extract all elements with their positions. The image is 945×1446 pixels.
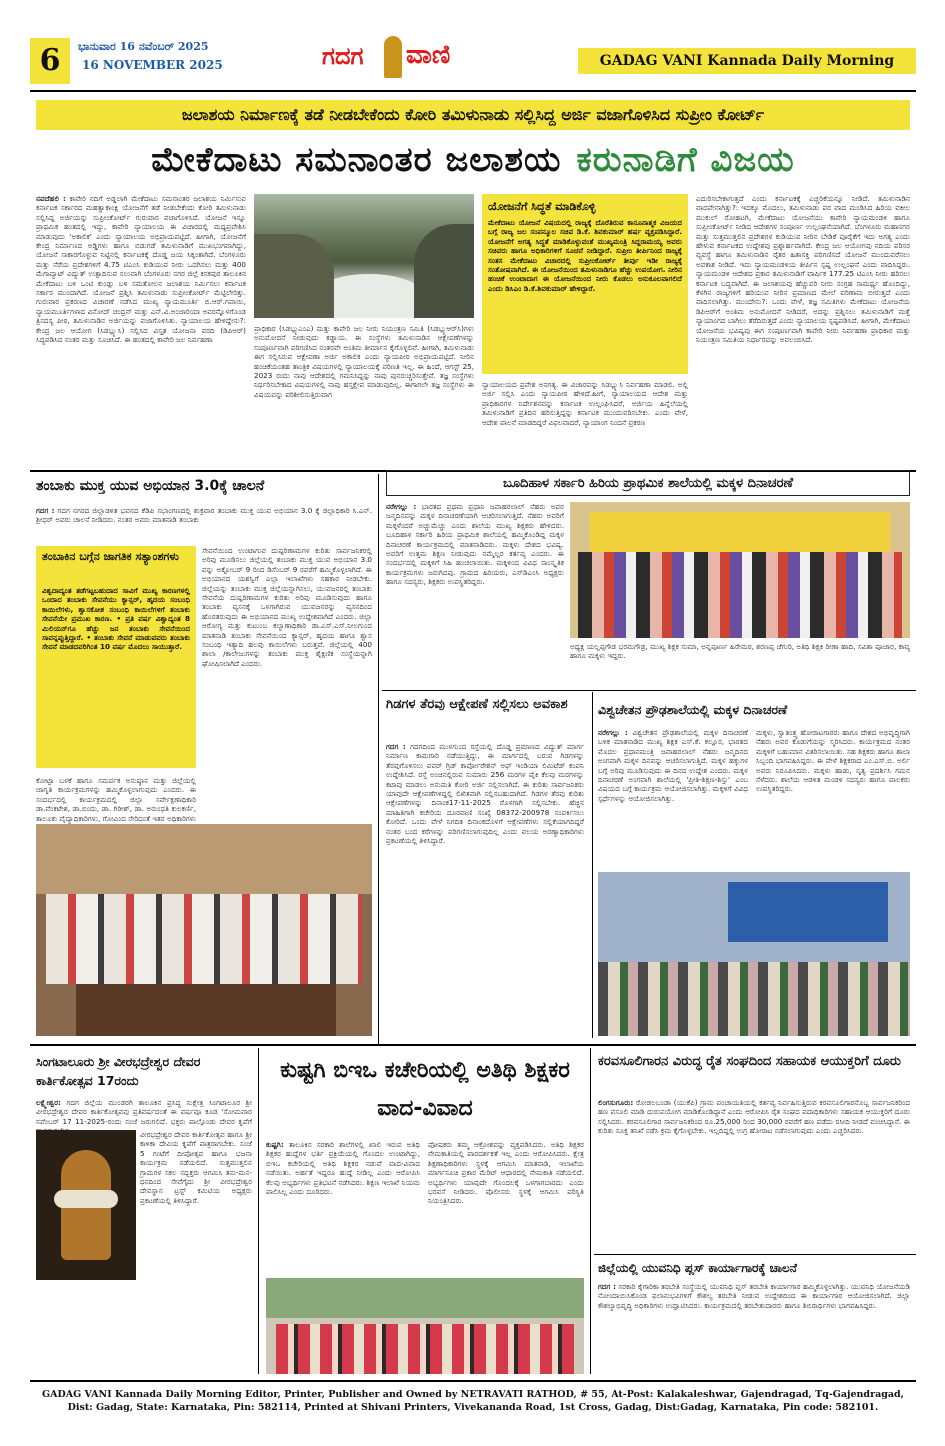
page-number: 6: [30, 38, 70, 84]
kushtagi-col2: ಪೋಷಕರು ತಮ್ಮ ಆಕ್ರೋಶವನ್ನು ವ್ಯಕ್ತಪಡಿಸಿದರು. ಅತಿಥಿ ಶಿಕ್ಷಕರ ನೇಮಕಾತಿಯಲ್ಲಿ ಪಾರದರ್ಶಕತೆ ಇಲ್ಲ ಎಂದು ಆರೋಪಿಸಿದರು. ಕ್ಷೇತ್ರ ಶಿಕ್ಷಣಾಧಿಕಾರಿಗಳು ಸ್ಥಳಕ್ಕೆ ಆಗಮಿಸಿ ಮಾತನಾಡಿ, ಇಲಾಖೆಯ ಮಾರ್ಗಸೂಚಿ ಪ್ರಕಾರ ಮೆರಿಟ್ ಆಧಾರದಲ್ಲಿ ನೇಮಕಾತಿ ನಡೆಯಲಿದೆ. ಅಭ್ಯರ್ಥಿಗಳು ಯಾವುದೇ ಗೊಂದಲಕ್ಕೆ ಒಳಗಾಗಬಾರದು ಎಂದು ಭರವಸೆ ನೀಡಿದರು. ಪೊಲೀಸರು ಸ್ಥಳಕ್ಕೆ ಆಗಮಿಸಿ ಪರಿಸ್ಥಿತಿ ನಿಯಂತ್ರಿಸಿದರು.: [428, 1140, 584, 1206]
kushtagi-col1-text: ತಾಲೂಕಿನ ಸರಕಾರಿ ಶಾಲೆಗಳಲ್ಲಿ ಖಾಲಿ ಇರುವ ಅತಿಥಿ ಶಿಕ್ಷಕರ ಹುದ್ದೆಗಳ ಭರ್ತಿ ಪ್ರಕ್ರಿಯೆಯಲ್ಲಿ ಗೊಂದಲ ಉಂಟಾಗಿದ್ದು, ಬಿಇಒ ಕಚೇರಿಯಲ್ಲಿ ಅತಿಥಿ ಶಿಕ್ಷಕರ ನಡುವೆ ವಾದ-ವಿವಾದ ನಡೆಯಿತು. ಅರ್ಹತೆ ಇದ್ದರೂ ಹುದ್ದೆ ನೀಡಿಲ್ಲ ಎಂದು ಆರೋಪಿಸಿ ಕೆಲವು ಅಭ್ಯರ್ಥಿಗಳು ಪ್ರತಿಭಟನೆ ನಡೆಸಿದರು. ಶಿಕ್ಷಣ ಇಲಾಖೆ ನಿಯಮ ಪಾಲಿಸಿಲ್ಲ ಎಂದು ದೂರಿದರು.: [266, 1140, 420, 1197]
karavasooli-headline: ಕರವಸೂಲಿಗಾರನ ವಿರುದ್ಧ ರೈತ ಸಂಘದಿಂದ ಸಹಾಯಕ ಆಯುಕ್ತರಿಗೆ ದೂರು: [598, 1054, 901, 1069]
photo-people-shape: [46, 894, 362, 984]
photo-wall-shape: [36, 824, 372, 894]
footer-rule: [30, 1380, 916, 1382]
tobacco-facts-box: [36, 546, 196, 768]
photo-audience-shape: [598, 962, 910, 1036]
lead-headline-black: ಮೇಕೆದಾಟು ಸಮನಾಂತರ ಜಲಾಶಯ: [151, 140, 562, 180]
lead-col4: ಎದುರಿಸಬೇಕಾಗುತ್ತದೆ ಎಂದು ಕರ್ನಾಟಕಕ್ಕೆ ಎಚ್ಚರಿಕೆಯನ್ನೂ ನೀಡಿದೆ. ತಮಿಳುನಾಡಿನ ವಾದವೇನಾಗಿತ್ತು?: ಇದಕ್ಕೂ ಮೊದಲು, ತಮಿಳುನಾಡು ಪರ ವಾದ ಮಂಡಿಸಿದ ಹಿರಿಯ ವಕೀಲ ಮುಕುಲ್ ರೋಹಟಗಿ, ಮೇಕೆದಾಟು ಯೋಜನೆಯು ಕಾವೇರಿ ನ್ಯಾಯಮಂಡಳಿ ಹಾಗೂ ಸುಪ್ರೀಂಕೋರ್ಟ್ ನೀಡಿದ ಆದೇಶಗಳ ಸಂಪೂರ್ಣ ಉಲ್ಲಂಘನೆಯಾಗಿದೆ. ಬೆಂಗಳೂರು ಮಹಾನಗರ ಮತ್ತು ಸುತ್ತಮುತ್ತಲಿನ ಪ್ರದೇಶಗಳ ಕುಡಿಯುವ ನೀರಿನ ಬೇಡಿಕೆ ಪೂರೈಕೆಗೆ ಇದು ಅಗತ್ಯ ಎಂದು ಹೇಳುವ ಕರ್ನಾಟಕದ ಉದ್ದೇಶವು ಪ್ರಶ್ನಾರ್ಹವಾಗಿದೆ. ಕೇಂದ್ರ ಜಲ ಆಯೋಗವು ನದಿಯ ಪರಿಸರ ವ್ಯವಸ್ಥೆ ಹಾಗೂ ತಮಿಳುನಾಡಿನ ರೈತರ ಹಿತಾಸಕ್ತಿ ಪರಿಗಣಿಸದೆ ಯೋಜನೆ ಮುಂದುವರೆಸಲು ಅವಕಾಶ ನೀಡಿದೆ. ಇದು ನ್ಯಾಯಮಂಡಳಿಯ ತೀರ್ಪಿನ ಸ್ಪಷ್ಟ ಉಲ್ಲಂಘನೆ ಎಂದು ವಾದಿಸಿದ್ದರು. ನ್ಯಾಯಮಂಡಳಿ ಆದೇಶದ ಪ್ರಕಾರ ತಮಿಳುನಾಡಿಗೆ ವಾರ್ಷಿಕ 177.25 ಟಿಎಂಸಿ ನೀರು ಹರಿಸಲು ಕರ್ನಾಟಕ ಬದ್ಧವಾಗಿದೆ. ಈ ಜಲಾಶಯವು ಹೆಚ್ಚುವರಿ ನೀರು ಸಂಗ್ರಹ ಸಾಮರ್ಥ್ಯ ಹೊಂದಿದ್ದು, ಕೆಳಗಿನ ರಾಜ್ಯಗಳಿಗೆ ಹರಿಯುವ ನೀರಿನ ಪ್ರಮಾಣದ ಮೇಲೆ ಪರಿಣಾಮ ಬೀರುತ್ತದೆ ಎಂದು ವಾದಿಸಲಾಗಿತ್ತು. ಮುಂದೇನು?: ಒಂದು ವೇಳೆ, ತಜ್ಞ ಸಮಿತಿಗಳು ಮೇಕೆದಾಟು ಯೋಜನೆಯ ಡಿಪಿಆರ್‌ಗೆ ಅಂತಿಮ ಅನುಮೋದನೆ ನೀಡಿದರೆ, ಅದನ್ನು ಪ್ರಶ್ನಿಸಲು ತಮಿಳುನಾಡಿಗೆ ಮತ್ತೆ ನ್ಯಾಯಾಂಗದ ಬಾಗಿಲು ತೆರೆದಿರುತ್ತದೆ ಎಂದು ನ್ಯಾಯಾಲಯ ಸ್ಪಷ್ಟಪಡಿಸಿದೆ. ಹೀಗಾಗಿ, ಮೇಕೆದಾಟು ಯೋಜನೆಯ ಭವಿಷ್ಯವು ಈಗ ಸಂಪೂರ್ಣವಾಗಿ ಕಾವೇರಿ ನೀರು ನಿರ್ವಹಣಾ ಪ್ರಾಧಿಕಾರ ಮತ್ತು ನಿಯಂತ್ರಣ ಸಮಿತಿಯ ನಿರ್ಧಾರವನ್ನು ಅವಲಂಬಿಸಿದೆ.: [696, 194, 910, 345]
masthead-rule: [30, 90, 916, 92]
date-kannada: ಭಾನುವಾರ 16 ನವೆಂಬರ್ 2025: [78, 40, 209, 53]
yuvanidhi-headline: ಜಿಲ್ಲೆಯಲ್ಲಿ ಯುವನಿಧಿ ಪ್ಲಸ್ ಕಾರ್ಯಾಗಾರಕ್ಕೆ ಚಾಲನೆ: [598, 1261, 797, 1275]
karavasooli-body-text: ರೋಡಲಬಂಡಾ (ಯುಕೆಪಿ) ಗ್ರಾಮ ಪಂಚಾಯತಿಯಲ್ಲಿ ಕರ್ತವ್ಯ ನಿರ್ವಹಿಸುತ್ತಿರುವ ಕರವಸೂಲಿಗಾರನೊಬ್ಬ ಸಾರ್ವಜನಿಕರಿಂದ ಹಣ ವಸೂಲಿ ಮಾಡಿ ದುರುಪಯೋಗ ಮಾಡಿಕೊಂಡಿದ್ದಾನೆ ಎಂದು ಆರೋಪಿಸಿ ರೈತ ಸಂಘದ ಪದಾಧಿಕಾರಿಗಳು ಸಹಾಯಕ ಆಯುಕ್ತರಿಗೆ ದೂರು ಸಲ್ಲಿಸಿದರು. ಕರವಸೂಲಿಗಾರ ಸಾರ್ವಜನಿಕರಿಂದ ರೂ.25,000 ರಿಂದ 30,000 ರವರೆಗೆ ಹಣ ಪಡೆದು ರಸೀದಿ ನೀಡದೆ ವಂಚಿಸಿದ್ದಾನೆ. ಈ ಕುರಿತು ಸೂಕ್ತ ತನಿಖೆ ನಡೆಸಿ ಕ್ರಮ ಕೈಗೊಳ್ಳಬೇಕು. ಇಲ್ಲದಿದ್ದಲ್ಲಿ ಉಗ್ರ ಹೋರಾಟ ನಡೆಸಲಾಗುವುದು ಎಂದು ಎಚ್ಚರಿಸಿದರು.: [598, 1098, 910, 1136]
cliff-right-shape: [414, 224, 474, 318]
singatalur-headline: ಸಿಂಗಟಾಲೂರು ಶ್ರೀ ವೀರಭದ್ರೇಶ್ವರ ದೇವರ ಕಾರ್ತಿಕೋತ್ಸವ 17ರಂದು: [36, 1054, 201, 1088]
paper-name: GADAG VANI Kannada Daily Morning: [578, 48, 916, 74]
tobacco-meeting-photo: [36, 824, 372, 1036]
tobacco-headline: ತಂಬಾಕು ಮುಕ್ತ ಯುವ ಅಭಿಯಾನ 3.0ಕ್ಕೆ ಚಾಲನೆ: [36, 478, 265, 494]
photo-building-shape: [266, 1278, 584, 1318]
photo-stage-shape: [728, 882, 888, 942]
tobacco-box-title: ತಂಬಾಕಿನ ಬಗ್ಗೆನ ಜಾಗತಿಕ ಸತ್ಯಾಂಶಗಳು: [42, 550, 179, 563]
deity-garland-shape: [54, 1190, 118, 1208]
logo-text-right: ವಾಣಿ: [406, 40, 451, 70]
kushtagi-headline: ಕುಷ್ಟಗಿ ಬಿಇಒ ಕಚೇರಿಯಲ್ಲಿ ಅತಿಥಿ ಶಿಕ್ಷಕರ ವಾದ-ವಿವಾದ: [280, 1058, 570, 1121]
budihal-caption: ಅಧ್ಯಕ್ಷ ಯಲ್ಲಪ್ಪಗೌಡ ಭರಮಗೌಡ್ರ, ಮುಖ್ಯ ಶಿಕ್ಷಕ ಸುಮಾ, ಅನ್ನಪೂರ್ಣ ಹಿರೇಮಠ, ಶರಣಪ್ಪ ಚೆಗುರಿ, ಅತಿಥಿ ಶಿಕ್ಷಕಿ ರೀಣಾ ಹಾದಿ, ಸವಿತಾ ಪೂಜಾರ, ಕಾವ್ಯ ಹಾಗೂ ಮಕ್ಕಳು ಇದ್ದರು.: [570, 642, 910, 661]
vishwachetana-dateline: ನರೇಗಲ್ಲು :: [598, 728, 628, 737]
singatalur-dateline: ಲಕ್ಷ್ಮೇಶ್ವರ:: [36, 1098, 61, 1107]
budihal-headline: ಬೂದಿಹಾಳ ಸರ್ಕಾರಿ ಹಿರಿಯ ಪ್ರಾಥಮಿಕ ಶಾಲೆಯಲ್ಲಿ ಮಕ್ಕಳ ದಿನಾಚರಣೆ: [386, 470, 910, 496]
lead-quote-box: [482, 194, 688, 374]
vishwachetana-col2: ಮಕ್ಕಳು, ಸ್ವಾತಂತ್ರ್ಯ ಹೋರಾಟಗಾರರು ಹಾಗೂ ದೇಶದ ಅಭಿವೃದ್ಧಿಗಾಗಿ ನೆಹರು ಅವರ ಕೊಡುಗೆಯನ್ನು ಸ್ಮರಿಸಿದರು. ಕಾರ್ಯಕ್ರಮದ ನಂತರ ಮಕ್ಕಳಿಗೆ ಬಹುಮಾನ ವಿತರಿಸಲಾಯಿತು. ಸಹ ಶಿಕ್ಷಕರು ಹಾಗೂ ಶಾಲಾ ಸಿಬ್ಬಂದಿ ಭಾಗವಹಿಸಿದ್ದರು. ಈ ವೇಳೆ ಶಿಕ್ಷಕರಾದ ಎಂ.ಎಸ್.ಬಿ. ಅರ್ಲಿ ಅವರು ನಿರೂಪಿಸಿದರು. ಮಕ್ಕಳು ಹಾಡು, ನೃತ್ಯ ಪ್ರದರ್ಶಿಸಿ ಗಮನ ಸೆಳೆದರು. ಶಾಲೆಯ ಆಡಳಿತ ಮಂಡಳಿ ಸದಸ್ಯರು ಹಾಗೂ ಪಾಲಕರು ಉಪಸ್ಥಿತರಿದ್ದರು.: [756, 728, 910, 794]
column-rule-left: [378, 474, 379, 1044]
temple-deity-photo: [36, 1130, 136, 1280]
quote-body: ಮೇಕೆದಾಟು ಯೋಜನೆ ವಿಷಯದಲ್ಲಿ ರಾಜ್ಯಕ್ಕೆ ದೊರೆತಿರುವ ಕಾನೂನಾತ್ಮಕ ವಿಜಯದ ಬಗ್ಗೆ ರಾಜ್ಯ ಜಲ ಸಂಪನ್ಮೂಲ ಸಚಿವ ಡಿ.ಕೆ. ಶಿವಕುಮಾರ್ ಹರ್ಷ ವ್ಯಕ್ತಪಡಿಸಿದ್ದಾರೆ. ಯೋಜನೆಗೆ ಅಗತ್ಯ ಸಿದ್ಧತೆ ಮಾಡಿಕೊಳ್ಳುವಂತೆ ಮುಖ್ಯಮಂತ್ರಿ ಸಿದ್ದರಾಮಯ್ಯ ಅವರು ಸಚಿವರು ಹಾಗೂ ಅಧಿಕಾರಿಗಳಿಗೆ ಸೂಚನೆ ನೀಡಿದ್ದಾರೆ. ಸುಪ್ರೀಂ ತೀರ್ಪಿನಿಂದ ರಾಜ್ಯಕ್ಕೆ ಸಂತಸ ಮೇಕೆದಾಟು ವಿಚಾರದಲ್ಲಿ ಸುಪ್ರೀಂಕೋರ್ಟ್ ತೀರ್ಪು ಇಡೀ ರಾಜ್ಯಕ್ಕೆ ಸಂತೋಷವಾಗಿದೆ. ಈ ಯೋಜನೆಯಿಂದ ತಮಿಳುನಾಡಿಗೂ ಹೆಚ್ಚು ಉಪಯೋಗ. ನೀರಿನ ಹಂಚಿಕೆ ಉಂಟಾದಾಗ ಈ ಯೋಜನೆಯಿಂದ ನೀರು ಕೊಡಲು ಅನುಕೂಲವಾಗಲಿದೆ ಎಂದು ಡಿಸಿಎಂ ಡಿ.ಕೆ.ಶಿವಕುಮಾರ್ ಹೇಳಿದ್ದಾರೆ.: [488, 218, 682, 293]
lead-col3-bottom: ನ್ಯಾಯಾಲಯದ ಪ್ರವೇಶ ಅನಗತ್ಯ. ಈ ವಿಚಾರವನ್ನು ಸಿಡಬ್ಲ್ಯುಸಿ ನಿರ್ವಹಣಾ ಮಾಡಲಿ. ಅಲ್ಲಿ ಅರ್ಜಿ ಸಲ್ಲಿಸಿ ಎಂದು ನ್ಯಾಯಪೀಠ ಹೇಳಿದೆ.ಹೀಗೆ, ನ್ಯಾಯಾಲಯದ ಆದೇಶ ಮತ್ತು ಪ್ರಾಧಿಕಾರಗಳ ನಿರ್ದೇಶನವನ್ನು ಕರ್ನಾಟಕ ಉಲ್ಲಂಘಿಸಿದರೆ, ಅರ್ಜಿಯ ಹಿನ್ನೆಲೆಯಲ್ಲಿ ತಮಿಳುನಾಡಿಗೆ ಪ್ರತಿದಿನ ಹರಿಸುತ್ತಿದ್ದನ್ನು ಕರ್ನಾಟಕ ಮುಂದುವರಿಸಬೇಕು. ಎಂದು ವೇಳೆ, ಆದೇಶ ಪಾಲನೆ ಮಾಡದಿದ್ದರೆ ವಿಫಲವಾದರೆ, ನ್ಯಾಯಾಂಗ ನಿಂದನೆ ಪ್ರಕರಣ: [482, 380, 688, 427]
date-english: 16 NOVEMBER 2025: [82, 58, 223, 72]
vishwachetana-headline: ವಿಶ್ವಚೇತನ ಪ್ರೌಢಶಾಲೆಯಲ್ಲಿ ಮಕ್ಕಳ ದಿನಾಚರಣೆ: [598, 702, 788, 717]
logo-text-left: ಗದಗ: [322, 42, 364, 70]
lead-dateline: ನವದೆಹಲಿ :: [36, 194, 66, 203]
tobacco-col2: ಸೇವನೆಯಿಂದ ಉಂಟಾಗುವ ದುಷ್ಪರಿಣಾಮಗಳ ಕುರಿತು ಸಾರ್ವಜನಿಕರಲ್ಲಿ ಅರಿವು ಮೂಡಿಸಲು ಜಿಲ್ಲೆಯಲ್ಲಿ ತಂಬಾಕು ಮುಕ್ತ ಯುವ ಅಭಿಯಾನ 3.0 ವನ್ನು ಅಕ್ಟೋಬರ್ 9 ರಿಂದ ಡಿಸೆಂಬರ್ 9 ರವರೆಗೆ ಹಮ್ಮಿಕೊಳ್ಳಲಾಗಿದೆ. ಈ ಅಭಿಯಾನದ ಯಶಸ್ವಿಗೆ ಎಲ್ಲಾ ಇಲಾಖೆಗಳು ಸಹಕಾರ ನೀಡಬೇಕು. ಜಿಲ್ಲೆಯನ್ನು ತಂಬಾಕು ಮುಕ್ತ ಜಿಲ್ಲೆಯನ್ನಾಗಿಸಲು, ಯುವಜನರಲ್ಲಿ ತಂಬಾಕು ಸೇವನೆಯ ದುಷ್ಪರಿಣಾಮಗಳ ಕುರಿತು ಅರಿವು ಮೂಡಿಸುವುದು ಹಾಗೂ ತಂಬಾಕು ವ್ಯಸನಕ್ಕೆ ಒಳಗಾಗಿರುವ ಯುವಜನರನ್ನು ವ್ಯಸನದಿಂದ ಹೊರತರುವುದು ಈ ಅಭಿಯಾನದ ಮುಖ್ಯ ಉದ್ದೇಶವಾಗಿದೆ ಎಂದರು. ಜಿಲ್ಲಾ ಆರೋಗ್ಯ ಮತ್ತು ಕುಟುಂಬ ಕಲ್ಯಾಣಾಧಿಕಾರಿ ಡಾ.ಎಸ್.ಎಸ್.ನೀಲಗುಂದ ಮಾತನಾಡಿ ತಂಬಾಕು ಸೇವನೆಯಿಂದ ಕ್ಯಾನ್ಸರ್, ಹೃದಯ ಹಾಗೂ ಶ್ವಾಸ ಸಂಬಂಧಿ ಇತ್ಯಾದಿ ಹಲವು ಕಾಯಿಲೆಗಳು ಬರುತ್ತವೆ. ಜಿಲ್ಲೆಯಲ್ಲಿ 400 ಶಾಲಾ /ಕಾಲೇಜುಗಳನ್ನು ತಂಬಾಕು ಮುಕ್ತ ಶೈಕ್ಷಣಿಕ ಸಂಸ್ಥೆಯನ್ನಾಗಿ ಘೋಷಿಸಲಾಗಿದೆ ಎಂದರು.: [202, 546, 372, 668]
yuvanidhi-body-text: ಸರಕಾರಿ ಕೈಗಾರಿಕಾ ತರಬೇತಿ ಸಂಸ್ಥೆಯಲ್ಲಿ ಯುವನಿಧಿ ಪ್ಲಸ್ ತರಬೇತಿ ಕಾರ್ಯಾಗಾರ ಹಮ್ಮಿಕೊಳ್ಳಲಾಗಿತ್ತು. ಯುವನಿಧಿ ಯೋಜನೆಯಡಿ ನೋಂದಾಯಿಸಿಕೊಂಡ ಫಲಾನುಭವಿಗಳಿಗೆ ಕೌಶಲ್ಯ ತರಬೇತಿ ನೀಡುವ ಉದ್ದೇಶದಿಂದ ಈ ಕಾರ್ಯಾಗಾರ ಆಯೋಜಿಸಲಾಗಿದೆ. ಜಿಲ್ಲಾ ಕೌಶಲ್ಯಾಭಿವೃದ್ಧಿ ಅಧಿಕಾರಿಗಳು ಉದ್ಘಾಟಿಸಿದರು. ಕಾರ್ಯಕ್ರಮದಲ್ಲಿ ತರಬೇತುದಾರರು ಹಾಗೂ ಶಿಬಿರಾರ್ಥಿಗಳು ಭಾಗವಹಿಸಿದ್ದರು.: [598, 1282, 910, 1310]
lead-kicker: ಜಲಾಶಯ ನಿರ್ಮಾಣಕ್ಕೆ ತಡೆ ನೀಡಬೇಕೆಂದು ಕೋರಿ ತಮಿಳುನಾಡು ಸಲ್ಲಿಸಿದ್ದ ಅರ್ಜಿ ವಜಾಗೊಳಿಸಿದ ಸುಪ್ರೀಂ ಕೋರ್ಟ್: [36, 100, 910, 130]
tobacco-box-body: ವಿಶ್ವದಾದ್ಯಂತ ತಡೆಗಟ್ಟಬಹುದಾದ ಸಾವಿಗೆ ಮುಖ್ಯ ಕಾರಣಗಳಲ್ಲಿ ಒಂದಾದ ತಂಬಾಕು ಸೇವನೆಯು ಕ್ಯಾನ್ಸರ್, ಹೃದಯ ಸಂಬಂಧಿ ಕಾಯಿಲೆಗಳು, ಶ್ವಾಸಕೋಶ ಸಂಬಂಧಿ ಕಾಯಿಲೆಗಳಿಗೆ ತಂಬಾಕು ಸೇವನೆಯೇ ಪ್ರಮುಖ ಕಾರಣ. • ಪ್ರತಿ ವರ್ಷ ವಿಶ್ವಾದ್ಯಂತ 8 ಮಿಲಿಯನ್‌ಗೂ ಹೆಚ್ಚು ಜನ ತಂಬಾಕು ಸೇವನೆಯಿಂದ ಸಾವನ್ನಪ್ಪುತ್ತಿದ್ದಾರೆ. • ತಂಬಾಕು ಸೇವನೆ ಮಾಡುವವರು ತಂಬಾಕು ಸೇವನೆ ಮಾಡದವರಿಗಿಂತ 10 ವರ್ಷ ಮೊದಲು ಸಾಯುತ್ತಾರೆ.: [42, 586, 190, 652]
lead-col1: [36, 194, 246, 462]
gidagalu-headline: ಗಿಡಗಳ ತೆರವು ಆಕ್ಷೇಪಣೆ ಸಲ್ಲಿಸಲು ಅವಕಾಶ: [386, 697, 568, 712]
photo-group-shape: [578, 552, 902, 638]
logo: [322, 34, 472, 84]
photo-students-shape: [276, 1324, 574, 1374]
vishwachetana-col1: [598, 728, 748, 866]
karavasooli-dateline: ಲಿಂಗಸುಗೂರು:: [598, 1098, 634, 1107]
yuvanidhi-body: [598, 1282, 910, 1374]
gidagalu-body: [386, 742, 584, 1040]
kushtagi-dateline: ಕುಷ್ಟಗಿ:: [266, 1140, 284, 1149]
lead-photo-caption: ಪ್ರಾಧಿಕಾರ (ಸಿಡಬ್ಲ್ಯುಎಂಎ) ಮತ್ತು ಕಾವೇರಿ ಜಲ ನೀರು ನಿಯಂತ್ರಣ ಸಮಿತಿ (ಸಿಡಬ್ಲ್ಯುಆರ್‌ಸಿ)ಗಳು ಅನುಮೋದನೆ ನೀಡುವುದು ಕಡ್ಡಾಯ. ಈ ಸಂಸ್ಥೆಗಳು ತಮಿಳುನಾಡಿನ ಆಕ್ಷೇಪಣೆಗಳನ್ನು ಸಂಪೂರ್ಣವಾಗಿ ಪರಿಗಣಿಸಿದ ನಂತರವೇ ಅಂತಿಮ ತೀರ್ಮಾನ ಕೈಗೊಳ್ಳಲಿವೆ. ಹೀಗಾಗಿ, ತಮಿಳುನಾಡು ಈಗ ಸಲ್ಲಿಸಿರುವ ಆಕ್ಷೇಪಣಾ ಅರ್ಜಿ ಅಕಾಲಿಕ ಎಂದು ನ್ಯಾಯಪೀಠ ಅಭಿಪ್ರಾಯಪಟ್ಟಿದೆ. ನೀರಿನ ಹಂಚಿಕೆಯಂತಹ ತಾಂತ್ರಿಕ ವಿಷಯಗಳಲ್ಲಿ ನ್ಯಾಯಾಲಯಕ್ಕೆ ಪರಿಣತಿ ಇಲ್ಲ. ಈ ಹಿಂದೆ, ಆಗಸ್ಟ್ 25, 2023 ರಂದು ನಾವು ಆದೇಶದಲ್ಲಿ ಗಮನಿಸಿದ್ದನ್ನು ನಾವು ಪುನರುಚ್ಚರಿಸುತ್ತೇವೆ. ತಜ್ಞ ಸಂಸ್ಥೆಗಳು ನಿರ್ಧರಿಸಬೇಕಾದ ವಿಷಯಗಳಲ್ಲಿ ನಾವು ಹಸ್ತಕ್ಷೇಪ ಮಾಡುವುದಿಲ್ಲ. ಈಗಾಗಲೇ ತಜ್ಞ ಸಂಸ್ಥೆಗಳು ಈ ವಿಷಯವನ್ನು ಪರಿಶೀಲಿಸುತ್ತಿರುವಾಗ: [254, 324, 474, 399]
section-rule-4: [594, 1254, 916, 1255]
budihal-body: [386, 502, 564, 680]
lead-headline-green: ಕರುನಾಡಿಗೆ ವಿಜಯ: [576, 140, 795, 180]
yuvanidhi-dateline: ಗದಗ :: [598, 1282, 616, 1291]
gidagalu-dateline: ಗದಗ :: [386, 742, 406, 751]
column-rule-mid: [592, 692, 593, 1038]
budihal-school-photo: [570, 502, 910, 638]
section-rule-2: [382, 690, 916, 691]
tobacco-dateline: ಗದಗ :: [36, 506, 55, 515]
lead-col1-text: ಕಾವೇರಿ ನದಿಗೆ ಅಡ್ಡಲಾಗಿ ಮೇಕೆದಾಟು ಸಮನಾಂತರ ಜಲಾಶಯ ನಿರ್ಮಿಸುವ ಕರ್ನಾಟಕ ಸರ್ಕಾರದ ಮಹತ್ವಾಕಾಂಕ್ಷಿ ಯೋಜನೆಗೆ ತಡೆ ನೀಡಬೇಕೆಂದು ಕೋರಿ ತಮಿಳುನಾಡು ಸಲ್ಲಿಸಿದ್ದ ಅರ್ಜಿಯನ್ನು ಸುಪ್ರೀಂಕೋರ್ಟ್ ಗುರುವಾರ ವಜಾಗೊಳಿಸಿದೆ. ಯೋಜನೆ ಇನ್ನೂ ಪ್ರಾಥಮಿಕ ಹಂತದಲ್ಲಿ ಇದ್ದು, ಕಾವೇರಿ ನ್ಯಾಯಾಲಯ ಈ ವಿಚಾರದಲ್ಲಿ ಮಧ್ಯಪ್ರವೇಶಿಸಿ ಮಾಡುವುದು 'ಅಕಾಲಿಕ' ಎಂದು ನ್ಯಾಯಾಲಯ ಅಭಿಪ್ರಾಯಪಟ್ಟಿದೆ. ಹೀಗಾಗಿ, ಯೋಜನೆಗೆ ಕೇಂದ್ರ ನಿರ್ಮಾಣದ ಅಡ್ಡಿಗಳು ಹಾಗೂ ಬಿಡುಗಡೆ ತಮಿಳುನಾಡಿಗೆ ಮುಖಭಂಗವಾಗಿದ್ದು, ಯೋಜನೆ ಸಾಕಾರಗೊಳ್ಳುವ ನಿಟ್ಟಿನಲ್ಲಿ ಕರ್ನಾಟಕಕ್ಕೆ ದೊಡ್ಡ ಜಯ ಸಿಕ್ಕಂತಾಗಿದೆ. ಬೆಂಗಳೂರು ಮತ್ತು ನೆರೆಯ ಪ್ರದೇಶಗಳಿಗೆ 4.75 ಟಿಎಂಸಿ ಕುಡಿಯುವ ನೀರು ಒದಗಿಸಲು ಮತ್ತು 400 ಮೆಗಾವ್ಯಾಟ್ ವಿದ್ಯುತ್ ಉತ್ಪಾದಿಸುವ ಸಲುವಾಗಿ ಬೆಂಗಳೂರು ನಗರ ಜಿಲ್ಲೆ ಕನಕಪುರ ತಾಲೂಕಿನ ಮೇಕೆದಾಟು ಬಳಿ ಒಂಟಿ ಕುಂಡ್ಲು ಬಳಿ ಸಮತೋಲನ ಜಲಾಶಯ ನಿರ್ಮಿಸಲು ಕರ್ನಾಟಕ ಸರ್ಕಾರ ಮುಂದಾಗಿದೆ. ಯೋಜನೆ ಪ್ರಶ್ನಿಸಿ ತಮಿಳುನಾಡು ಸುಪ್ರೀಂಕೋರ್ಟ್ ಮೆಟ್ಟಿಲೇರಿತ್ತು. ಗುರುವಾರ ಪ್ರಕರಣದ ವಿಚಾರಣೆ ನಡೆಸಿದ ಮುಖ್ಯ ನ್ಯಾಯಮೂರ್ತಿ ಬಿ.ಆರ್.ಗವಾಯಿ, ನ್ಯಾಯಮೂರ್ತಿಗಳಾದ ವಿನೋದ್ ಚಂದ್ರನ್ ಮತ್ತು ಎನ್.ವಿ.ಅಂಜಾರಿಯಾ ಅವರನ್ನೊಳಗೊಂಡ ತ್ರಿಸದಸ್ಯ ಪೀಠ, ತಮಿಳುನಾಡಿನ ಅರ್ಜಿಯನ್ನು ವಜಾಗೊಳಿಸಿತು. ನ್ಯಾಯಾಲಯ ಹೇಳಿದ್ದೇನು?: ಕೇಂದ್ರ ಜಲ ಆಯೋಗ (ಸಿಡಬ್ಲ್ಯುಸಿ) ಸಲ್ಲಿಸಿದ ವಿಸ್ತೃತ ಯೋಜನಾ ವರದಿ (ಡಿಪಿಆರ್) ಸಿದ್ಧಪಡಿಸಿದ ನಂತರ ಮತ್ತು ಸೂಚಿಸಿದೆ. ಈ ಹಂತದಲ್ಲಿ ಕಾವೇರಿ ಜಲ ನಿರ್ವಹಣಾ: [36, 194, 246, 345]
budihal-dateline: ನರೇಗಲ್ಲು :: [386, 502, 417, 511]
kushtagi-school-photo: [266, 1278, 584, 1374]
section-rule-3: [30, 1044, 916, 1046]
singatalur-intro-text: ಗದಗ ಜಿಲ್ಲೆಯ ಮುಂಡರಗಿ ತಾಲೂಕಿನ ಪ್ರಸಿದ್ಧ ಸುಕ್ಷೇತ್ರ ಸಿಂಗಟಾಲೂರ ಶ್ರೀ ವೀರಭದ್ರೇಶ್ವರ ದೇವರ ಕಾರ್ತಿಕೋತ್ಸವವು ಪ್ರತಿವರ್ಷದಂತೆ ಈ ವರ್ಷವೂ ಕೂಡ 'ಸೋಮವಾರ ನವೆಂಬರ್ 17 11-2025-ರಂದು ಸಂಜೆ ಜರುಗಲಿದೆ. ಭಕ್ತರು ಪಾಲ್ಗೊಂಡು ದೇವರ ಕೃಪೆಗೆ: [36, 1098, 252, 1126]
vishwachetana-col1-text: ವಿಶ್ವಚೇತನ ಪ್ರೌಢಶಾಲೆಯಲ್ಲಿ ಮಕ್ಕಳ ದಿನಾಚರಣೆ ಬಳಿಕ ಮಾತನಾಡಿದ ಮುಖ್ಯ ಶಿಕ್ಷಕ ಎಸ್.ಕೆ. ಕಲ್ಲೂರ, ಭಾರತದ ಮೊದಲ ಪ್ರಧಾನಮಂತ್ರಿ ಜವಾಹರಲಾಲ್ ನೆಹರು ಜನ್ಮದಿನದ ಅಂಗವಾಗಿ ಮಕ್ಕಳ ದಿನವನ್ನು ಆಚರಿಸಲಾಗುತ್ತಿದೆ. ಮಕ್ಕಳ ಹಕ್ಕುಗಳ ಬಗ್ಗೆ ಅರಿವು ಮೂಡಿಸುವುದು ಈ ದಿನದ ಉದ್ದೇಶ ಎಂದರು. ಮಕ್ಕಳ ದಿನಾಚರಣೆ ಅಂಗವಾಗಿ ಶಾಲೆಯಲ್ಲಿ 'ಪ್ರೀತಿ-ಶಿಕ್ಷಣ-ಶಿಸ್ತು' ಎಂಬ ವಿಷಯದ ಬಗ್ಗೆ ಕಾರ್ಯಕ್ರಮ ಆಯೋಜಿಸಲಾಗಿತ್ತು. ಮಕ್ಕಳಿಗೆ ವಿವಿಧ ಸ್ಪರ್ಧೆಗಳನ್ನು ಆಯೋಜಿಸಲಾಗಿತ್ತು.: [598, 728, 748, 803]
column-rule-bottom-2: [590, 1048, 591, 1374]
quote-title: ಯೋಜನೆಗೆ ಸಿದ್ಧತೆ ಮಾಡಿಕೊಳ್ಳಿ: [488, 200, 596, 213]
vishwachetana-hall-photo: [598, 872, 910, 1036]
singatalur-bottom: ವೀರಭದ್ರೇಶ್ವರ ದೇವರ ಕಾರ್ತಿಕೋತ್ಸವ ಹಾಗೂ ಶ್ರೀ ಕಾಳಿಕಾ ದೇವಿಯ ಕೃಪೆಗೆ ಪಾತ್ರರಾಗಬೇಕು. ಸಂಜೆ 5 ಗಂಟೆಗೆ ದೀಪೋತ್ಸವ ಹಾಗೂ ಭಜನಾ ಕಾರ್ಯಕ್ರಮ ನಡೆಯಲಿದೆ. ಸುತ್ತಮುತ್ತಲಿನ ಗ್ರಾಮಗಳ ಸಕಲ ಸದ್ಭಕ್ತರು ಆಗಮಿಸಿ ತನು-ಮನ-ಧನದಿಂದ ಸೇವೆಗೈದು ಶ್ರೀ ವೀರಭದ್ರೇಶ್ವರ ದೇವಸ್ಥಾನ ಟ್ರಸ್ಟ್ ಕಮಿಟಿಯ ಅಧ್ಯಕ್ಷರು ಪ್ರಕಟಣೆಯಲ್ಲಿ ತಿಳಿಸಿದ್ದಾರೆ.: [140, 1130, 252, 1205]
gidagalu-body-text: ಗದಗದಿಂದ ಮುಳಗುಂದ ರಸ್ತೆಯಲ್ಲಿ ದೊಡ್ಡ ಪ್ರಮಾಣದ ವಿದ್ಯುತ್ ಮಾರ್ಗ ನಿರ್ಮಾಣ ಕಾಮಗಾರಿ ನಡೆಯುತ್ತಿದ್ದು, ಈ ಮಾರ್ಗದಲ್ಲಿ ಬರುವ ಗಿಡಗಳನ್ನು ತೆರವುಗೊಳಿಸಲು ಪವರ್ ಗ್ರಿಡ್ ಕಾರ್ಪೋರೇಶನ್ ಆಫ್ ಇಂಡಿಯಾ ಲಿಮಿಟೆಡ್ ಕಂಪನಿ ಉದ್ದೇಶಿಸಿದೆ. ರಸ್ತೆ ಅಂಚಿನಲ್ಲಿರುವ ಸುಮಾರು 256 ಮರಗಳ ಪೈಕಿ ಕೆಲವು ಮರಗಳನ್ನು ಕಟಾವು ಮಾಡಲು ಅನುಮತಿ ಕೋರಿ ಅರ್ಜಿ ಸಲ್ಲಿಸಲಾಗಿದೆ. ಈ ಕುರಿತು ಸಾರ್ವಜನಿಕರು ಯಾವುದೇ ಆಕ್ಷೇಪಣೆಗಳಿದ್ದಲ್ಲಿ ಲಿಖಿತವಾಗಿ ಸಲ್ಲಿಸಬಹುದಾಗಿದೆ. ಗಿಡಗಳ ತೆರವು ಕುರಿತು ಆಕ್ಷೇಪಣೆಗಳನ್ನು ದಿನಾಂಕ17-11-2025 ರೊಳಗಾಗಿ ಸಲ್ಲಿಸಬೇಕು. ಹೆಚ್ಚಿನ ಮಾಹಿತಿಗಾಗಿ ಕಚೇರಿಯ ದೂರವಾಣಿ ಸಂಖ್ಯೆ 08372-200978 ಸಂಪರ್ಕಿಸಲು ಕೋರಿದೆ. ಒಂದು ವೇಳೆ ನಿಗದಿತ ದಿನಾಂಕದೊಳಗೆ ಆಕ್ಷೇಪಣೆಗಳು ಸಲ್ಲಿಕೆಯಾಗದಿದ್ದರೆ ನಂತರ ಬಂದ ಕರೆಗಳನ್ನು ಪರಿಗಣಿಸಲಾಗುವುದಿಲ್ಲ ಎಂದು ವಲಯ ಅರಣ್ಯಾಧಿಕಾರಿಗಳು ಪ್ರಕಟಣೆಯಲ್ಲಿ ತಿಳಿಸಿದ್ದಾರೆ.: [386, 742, 584, 846]
logo-figure-icon: [384, 36, 402, 78]
photo-banner-shape: [590, 512, 890, 552]
karavasooli-body: [598, 1098, 910, 1250]
budihal-body-text: ಭಾರತದ ಪ್ರಥಮ ಪ್ರಧಾನಿ ಜವಾಹರಲಾಲ್ ನೆಹರು ಅವರ ಜನ್ಮದಿನವನ್ನು ಮಕ್ಕಳ ದಿನಾಚರಣೆಯಾಗಿ ಆಚರಿಸಲಾಗುತ್ತಿದೆ. ನೆಹರು ಅವರಿಗೆ ಮಕ್ಕಳೆಂದರೆ ಅಚ್ಚುಮೆಚ್ಚು ಎಂದು ಶಾಲೆಯ ಮುಖ್ಯ ಶಿಕ್ಷಕರು ಹೇಳಿದರು. ಬೂದಿಹಾಳ ಸರ್ಕಾರಿ ಹಿರಿಯ ಪ್ರಾಥಮಿಕ ಶಾಲೆಯಲ್ಲಿ ಹಮ್ಮಿಕೊಂಡಿದ್ದ ಮಕ್ಕಳ ದಿನಾಚರಣೆ ಕಾರ್ಯಕ್ರಮದಲ್ಲಿ ಮಾತನಾಡಿದರು. ಮಕ್ಕಳು ದೇಶದ ಭವಿಷ್ಯ. ಅವರಿಗೆ ಉತ್ತಮ ಶಿಕ್ಷಣ ನೀಡುವುದು ನಮ್ಮೆಲ್ಲರ ಕರ್ತವ್ಯ ಎಂದರು. ಈ ಸಂದರ್ಭದಲ್ಲಿ ಮಕ್ಕಳಿಗೆ ಸಿಹಿ ಹಂಚಲಾಯಿತು. ಮಕ್ಕಳಿಂದ ವಿವಿಧ ಸಾಂಸ್ಕೃತಿಕ ಕಾರ್ಯಕ್ರಮಗಳು ಜರುಗಿದವು. ಗ್ರಾಮದ ಹಿರಿಯರು, ಎಸ್‌ಡಿಎಂಸಿ ಅಧ್ಯಕ್ಷರು ಹಾಗೂ ಸದಸ್ಯರು, ಶಿಕ್ಷಕರು ಉಪಸ್ಥಿತರಿದ್ದರು.: [386, 502, 564, 587]
tobacco-intro-text: ಗದಗ ನಗರದ ಜಿಲ್ಲಾಡಳಿತ ಭವನದ ಕೆಡಿಪಿ ಸಭಾಂಗಣದಲ್ಲಿ ಶುಕ್ರವಾರ ತಂಬಾಕು ಮುಕ್ತ ಯುವ ಅಭಿಯಾನ 3.0 ಕ್ಕೆ ಜಿಲ್ಲಾಧಿಕಾರಿ ಸಿ.ಎನ್. ಶ್ರೀಧರ್ ಅವರು ಚಾಲನೆ ನೀಡಿದರು. ನಂತರ ಅವರು ಮಾತನಾಡಿ ತಂಬಾಕು: [36, 506, 373, 525]
lead-headline: [36, 140, 910, 186]
singatalur-intro: [36, 1098, 252, 1126]
tobacco-bottom: ಕೋಟ್ಪಾ ಬಳಕೆ ಹಾಗೂ ಸಮರ್ಪಕ ಅನುಷ್ಠಾನ ಮತ್ತು ಜಿಲ್ಲೆಯಲ್ಲಿ ಜಾಗೃತಿ ಕಾರ್ಯಕ್ರಮಗಳನ್ನು ಹಮ್ಮಿಕೊಳ್ಳಲಾಗುವುದು ಎಂದರು. ಈ ಸಂದರ್ಭದಲ್ಲಿ ಕಾರ್ಯಕ್ರಮದಲ್ಲಿ ಜಿಲ್ಲಾ ಸರ್ವೇಕ್ಷಣಾಧಿಕಾರಿ ಡಾ.ವೆಂಕಟೇಶ, ಡಾ.ಬಿಂದು, ಡಾ. ಗಿರೀಶ್, ಡಾ. ಅರುಂಧತಿ ಕುಲಕರ್ಣಿ, ತಾಲೂಕು ವೈದ್ಯಾಧಿಕಾರಿಗಳು, ಗೋವಿಂದ ಸೇರಿದಂತೆ ಇತರ ಅಧಿಕಾರಿಗಳು: [36, 776, 196, 823]
tobacco-intro: [36, 506, 372, 544]
river-gorge-photo: [254, 194, 474, 318]
footer-imprint: GADAG VANI Kannada Daily Morning Editor, Printer, Publisher and Owned by NETRAVATI RATHOD, # 55, At-Post: Kalakaleshwar, Gajendragad, Tq-Gajendragad, Dist: Gadag, State: Karnataka, Pin: 582114, Printed at Shivani Printers, Vivekananda Road, 1st Cross, Gadag, Dist:Gadag, Karnataka, Pin code: 582101.: [42, 1389, 904, 1413]
column-rule-bottom-1: [258, 1048, 259, 1374]
masthead: [30, 34, 916, 86]
kushtagi-col1: [266, 1140, 420, 1272]
cliff-left-shape: [254, 234, 334, 318]
